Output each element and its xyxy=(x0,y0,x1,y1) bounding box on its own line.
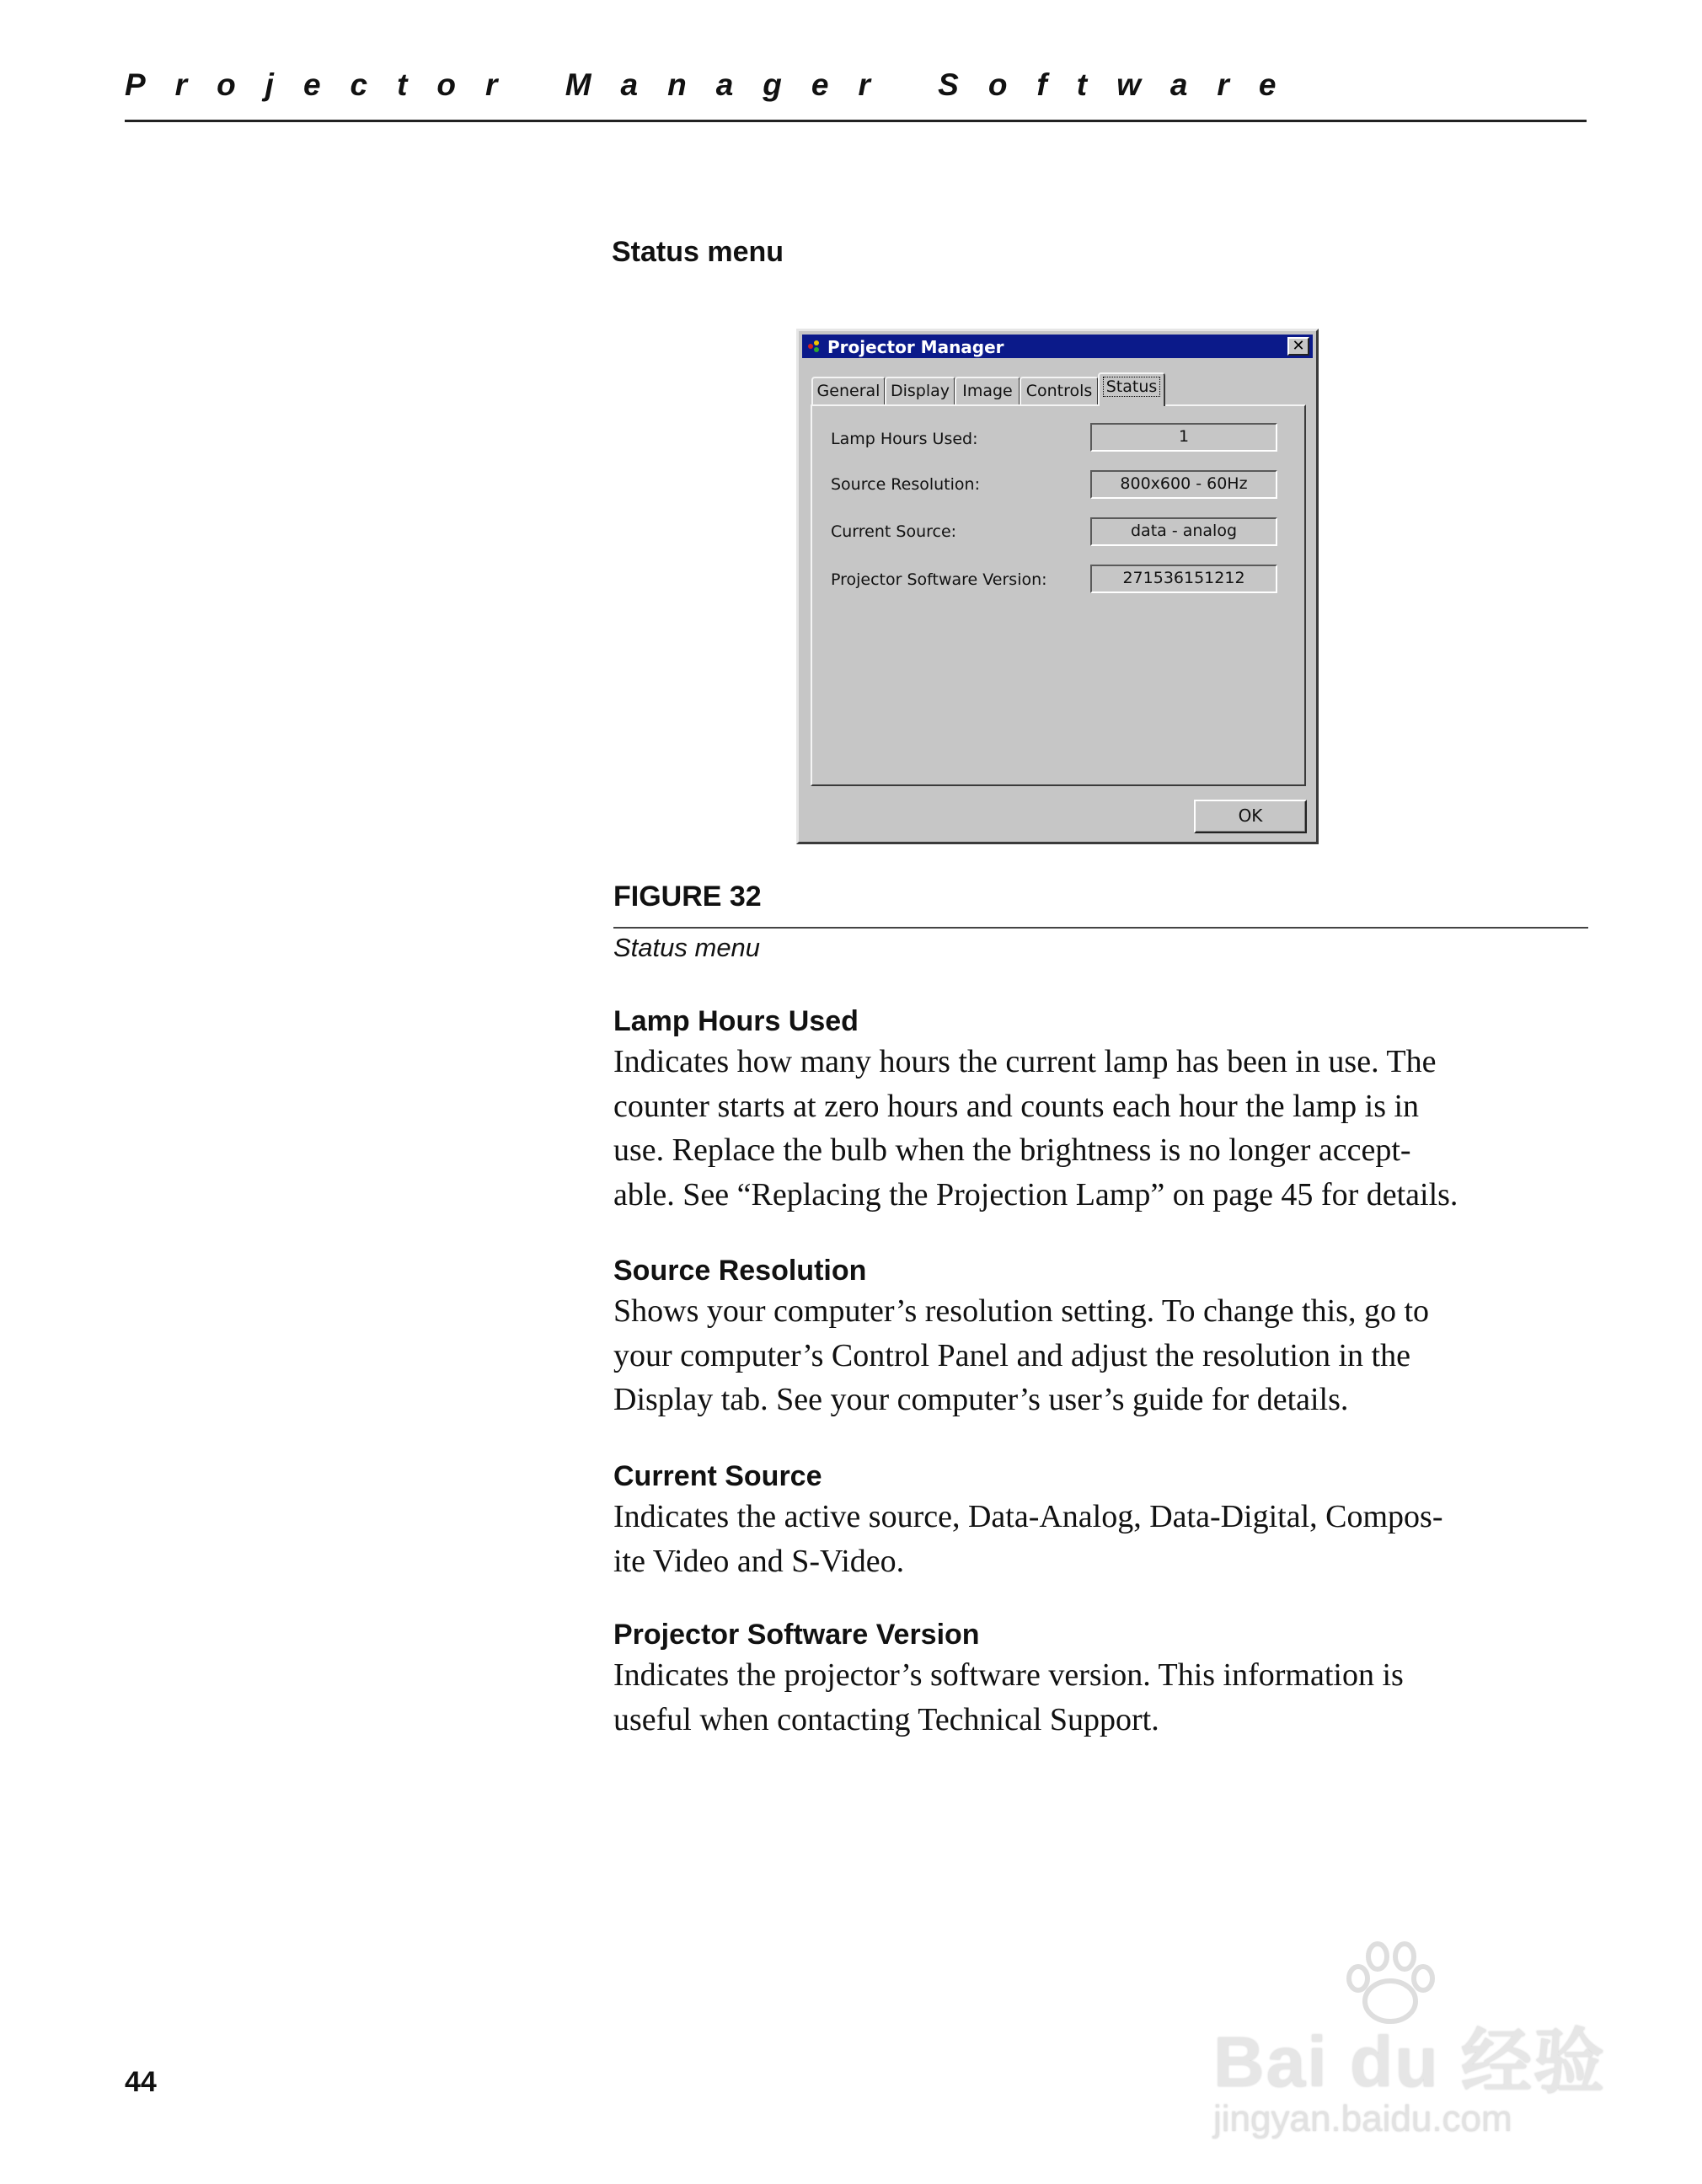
page-number: 44 xyxy=(125,2066,157,2098)
lamp-hours-label: Lamp Hours Used: xyxy=(831,430,978,448)
current-source-label: Current Source: xyxy=(831,522,957,541)
watermark-url: jingyan.baidu.com xyxy=(1213,2098,1512,2139)
entry-line: Shows your computer’s resolution setting. To change this, go to xyxy=(613,1293,1430,1329)
status-tab-panel xyxy=(811,404,1306,786)
figure-caption: Status menu xyxy=(613,933,761,962)
baidu-watermark xyxy=(1213,1938,1618,2140)
entry-heading: Projector Software Version xyxy=(613,1619,980,1651)
figure-rule xyxy=(613,927,1588,929)
entry-heading: Current Source xyxy=(613,1460,822,1492)
dialog-titlebar[interactable] xyxy=(802,335,1313,358)
projector-manager-dialog xyxy=(796,329,1319,844)
tab-status-label: Status xyxy=(1104,377,1160,396)
tab-status[interactable] xyxy=(1098,372,1165,406)
watermark-brand: Bai du 经验 xyxy=(1213,2022,1607,2101)
figure-label: FIGURE 32 xyxy=(613,881,762,913)
entry-line: Display tab. See your computer’s user’s guide for details. xyxy=(613,1382,1349,1417)
entry-line: counter starts at zero hours and counts each hour the lamp is in xyxy=(613,1088,1420,1124)
close-button[interactable] xyxy=(1287,337,1309,356)
entry-heading: Lamp Hours Used xyxy=(613,1005,859,1037)
dialog-title: Projector Manager xyxy=(827,337,1004,357)
source-resolution-label: Source Resolution: xyxy=(831,475,980,494)
entry-line: use. Replace the bulb when the brightness is no longer accept- xyxy=(613,1132,1411,1168)
entry-line: your computer’s Control Panel and adjust the resolution in the xyxy=(613,1337,1410,1373)
projector-app-icon xyxy=(806,337,824,356)
section-title: Status menu xyxy=(612,236,784,268)
ok-button[interactable]: OK xyxy=(1194,800,1307,833)
tab-image[interactable]: Image xyxy=(955,377,1020,405)
entry-line: Indicates how many hours the current lamp has been in use. The xyxy=(613,1044,1437,1079)
entry-software-version xyxy=(613,1616,1599,1742)
entry-line: useful when contacting Technical Support. xyxy=(613,1701,1159,1737)
entry-line: ite Video and S-Video. xyxy=(613,1543,905,1579)
software-version-label: Projector Software Version: xyxy=(831,570,1047,589)
entry-line: Indicates the projector’s software version. This information is xyxy=(613,1657,1404,1693)
lamp-hours-value: 1 xyxy=(1090,423,1277,452)
entry-lamp-hours xyxy=(613,1003,1599,1217)
current-source-value: data - analog xyxy=(1090,517,1277,546)
entry-source-resolution xyxy=(613,1252,1599,1422)
running-header: Projector Manager Software xyxy=(125,67,1306,102)
source-resolution-value: 800x600 - 60Hz xyxy=(1090,470,1277,499)
header-rule xyxy=(125,120,1587,122)
entry-line: able. See “Replacing the Projection Lamp” on page 45 for details. xyxy=(613,1176,1458,1212)
tab-general[interactable]: General xyxy=(811,377,886,405)
tab-display[interactable]: Display xyxy=(885,377,955,405)
entry-line: Indicates the active source, Data-Analog, Data-Digital, Compos- xyxy=(613,1499,1443,1534)
close-icon: ✕ xyxy=(1292,337,1305,355)
entry-heading: Source Resolution xyxy=(613,1255,867,1287)
software-version-value: 271536151212 xyxy=(1090,565,1277,593)
entry-current-source xyxy=(613,1458,1599,1583)
tab-controls[interactable]: Controls xyxy=(1020,377,1099,405)
